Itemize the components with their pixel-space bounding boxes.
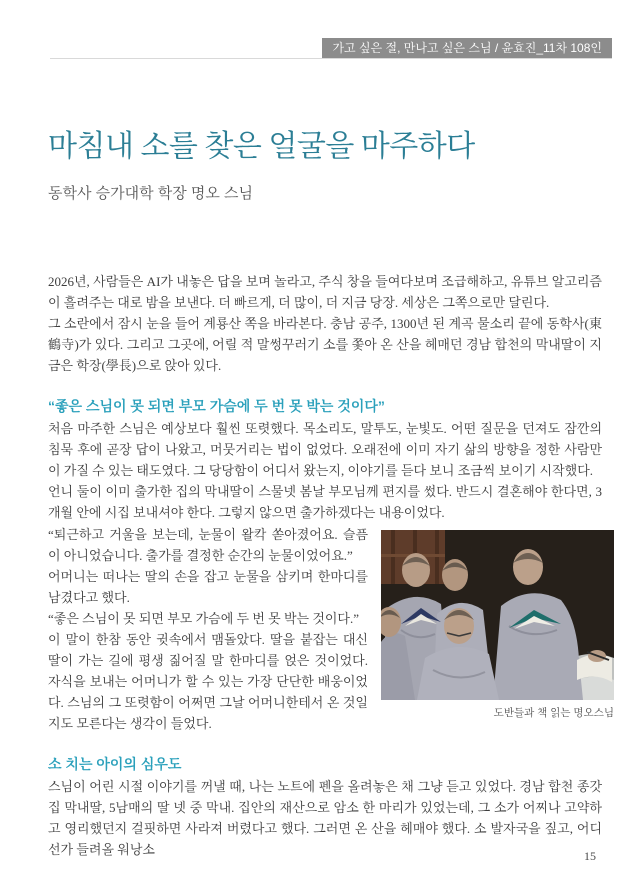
section1-body: [48, 418, 602, 523]
intro-paragraph-1: 2026년, 사람들은 AI가 내놓은 답을 보며 놀라고, 주식 창을 들여다보며 조급해하고, 유튜브 알고리즘이 흘려주는 대로 밤을 보낸다. 더 빠르게, 더 많이, 더 지금 당장. 세상은 그쪽으로만 달린다.: [48, 274, 602, 310]
pull-quote-1: “퇴근하고 거울을 보는데, 눈물이 왈칵 쏟아졌어요. 슬픔이 아니었습니다. 출가를 결정한 순간의 눈물이었어요.”: [48, 527, 368, 563]
intro-paragraph-2: 그 소란에서 잠시 눈을 들어 계룡산 쪽을 바라본다. 충남 공주, 1300년 된 계곡 물소리 끝에 동학사(東鶴寺)가 있다. 그리고 그곳에, 어릴 적 말썽꾸러기 소를 쫓아 온 산을 헤매던 경남 합천의 막내딸이 지금은 학장(學長)으로 앉아 있다.: [48, 316, 602, 373]
section1-wrapped-text: [48, 524, 368, 734]
section1-heading: “좋은 스님이 못 되면 부모 가슴에 두 번 못 박는 것이다”: [48, 398, 385, 414]
monks-photo-figure: [381, 524, 614, 734]
header-badge: 가고 싶은 절, 만나고 싶은 스님 / 윤효진_11차 108인: [322, 38, 612, 59]
section1-paragraph-1: 처음 마주한 스님은 예상보다 훨씬 또렷했다. 목소리도, 말투도, 눈빛도. 어떤 질문을 던져도 잠깐의 침묵 후에 곧장 답이 나왔고, 머뭇거리는 법이 없었다. 오래전에 이미 자기 삶의 방향을 정한 사람만이 가질 수 있는 태도였다. 그 당당함이 어디서 왔는지, 이야기를 듣다 보니 조금씩 보이기 시작했다.: [48, 421, 602, 478]
section2-paragraph-1: 스님이 어린 시절 이야기를 꺼낼 때, 나는 노트에 펜을 올려놓은 채 그냥 듣고 있었다. 경남 합천 종갓집 막내딸, 5남매의 딸 넷 중 막내. 집안의 재산으로 암소 한 마리가 있었는데, 그 소가 어찌나 고약하고 영리했던지 걸핏하면 사라져 버렸다고 했다. 그러면 온 산을 헤매야 했다. 소 발자국을 짚고, 어디선가 들려올 워낭소: [48, 779, 602, 857]
photo-caption: 도반들과 책 읽는 명오스님: [493, 707, 614, 719]
header-rule: [50, 58, 612, 59]
section1-paragraph-3: 어머니는 떠나는 딸의 손을 잡고 눈물을 삼키며 한마디를 남겼다고 했다.: [48, 569, 368, 605]
monks-reading-photo: [381, 530, 614, 700]
section1-paragraph-4: 이 말이 한참 동안 귓속에서 맴돌았다. 딸을 붙잡는 대신 딸이 가는 길에 평생 짊어질 말 한마디를 얹은 것이었다. 자식을 보내는 어머니가 할 수 있는 가장 단단한 배웅이었다. 스님의 그 또렷함이 어쩌면 그날 어머니한테서 온 것일지도 모른다는 생각이 들었다.: [48, 632, 368, 731]
section2-body: [48, 776, 602, 860]
pull-quote-2: “좋은 스님이 못 되면 부모 가슴에 두 번 못 박는 것이다.”: [48, 611, 360, 626]
section2-heading: 소 치는 아이의 심우도: [48, 756, 182, 772]
article-subtitle: 동학사 승가대학 학장 명오 스님: [48, 185, 254, 202]
media-row: [48, 524, 614, 734]
intro-paragraphs: [48, 271, 602, 376]
page-number: 15: [584, 849, 596, 863]
article-title: 마침내 소를 찾은 얼굴을 마주하다: [48, 130, 475, 163]
section1-paragraph-2: 언니 둘이 이미 출가한 집의 막내딸이 스물넷 봄날 부모님께 편지를 썼다. 반드시 결혼해야 한다면, 3개월 안에 시집 보내셔야 한다. 그렇지 않으면 출가하겠다는 내용이었다.: [48, 484, 602, 520]
